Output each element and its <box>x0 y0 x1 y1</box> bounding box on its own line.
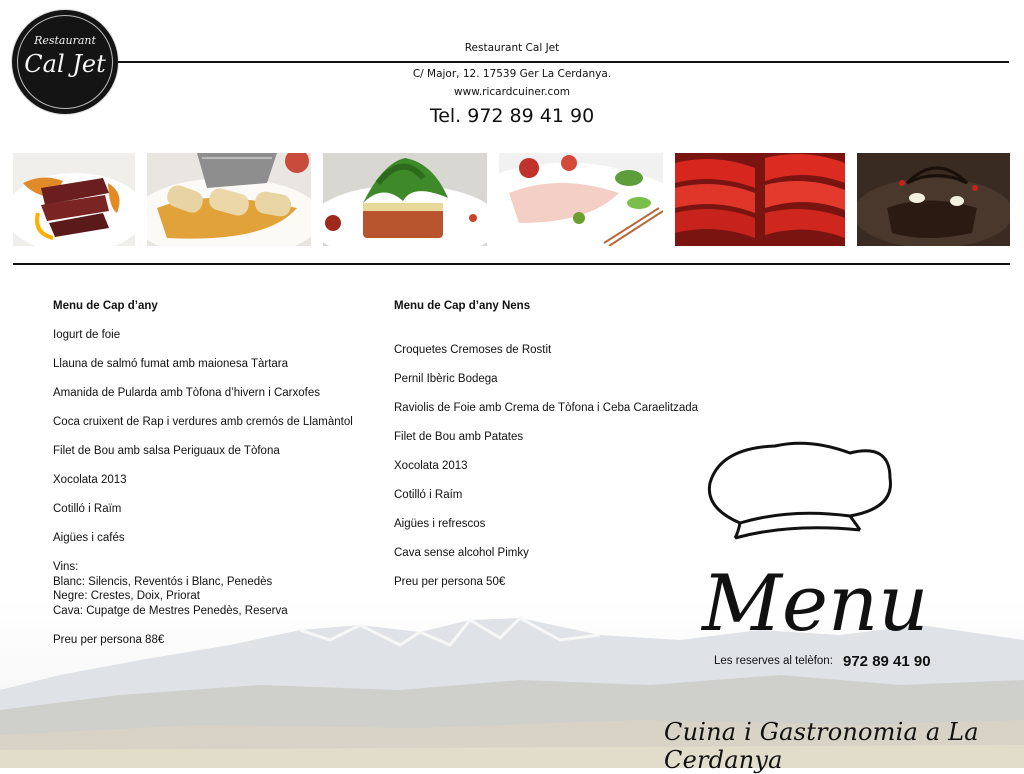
photo-divider <box>13 263 1010 265</box>
chocolate-dessert-photo <box>857 153 1010 246</box>
menu-item: Iogurt de foie <box>53 329 121 341</box>
menu-item: Pernil Ibèric Bodega <box>394 372 498 385</box>
menu-item: Raviolis de Foie amb Crema de Tòfona i Ceba Caraelitzada <box>394 401 699 414</box>
menu-item: Amanida de Pularda amb Tòfona d’hivern i Carxofes <box>53 387 320 399</box>
menu-adult-section <box>53 299 383 647</box>
menu-adult-price: Preu per persona 88€ <box>53 633 165 646</box>
tagline: Cuina i Gastronomia a La Cerdanya <box>664 718 979 774</box>
menu-script-word: Menu <box>702 559 929 638</box>
restaurant-address: C/ Major, 12. 17539 Ger La Cerdanya. <box>412 68 612 80</box>
menu-item: Aigües i cafés <box>53 532 125 544</box>
logo-line-name: Cal Jet <box>24 50 106 78</box>
menu-item: Cotilló i Raím <box>394 488 463 501</box>
restaurant-phone: Tel. 972 89 41 90 <box>429 105 595 127</box>
menu-item: Xocolata 2013 <box>53 474 127 486</box>
menu-kids-section <box>394 299 724 589</box>
cannelloni-truffle-photo <box>147 153 311 246</box>
fish-carpaccio-photo <box>499 153 663 246</box>
menu-item: Xocolata 2013 <box>394 459 468 472</box>
menu-adult-title: Menu de Cap d’any <box>53 300 158 312</box>
restaurant-logo <box>12 10 118 114</box>
menu-item: Cava sense alcohol Pimky <box>394 546 529 559</box>
red-prawns-photo <box>675 153 845 246</box>
reservations-label: Les reserves al telèfon: <box>714 655 833 667</box>
wines-label: Vins: <box>53 561 79 573</box>
menu-item: Coca cruixent de Rap i verdures amb cremós de Llamàntol <box>53 416 353 428</box>
menu-item: Llauna de salmó fumat amb maionesa Tàrtara <box>53 358 289 370</box>
reservations-phone: 972 89 41 90 <box>843 653 931 670</box>
chef-hat-icon <box>700 438 950 638</box>
header-divider <box>118 61 1009 63</box>
menu-item: Filet de Bou amb Patates <box>394 430 524 443</box>
menu-item: Filet de Bou amb salsa Periguaux de Tòfona <box>53 445 280 457</box>
menu-item: Cotilló i Raïm <box>53 503 122 515</box>
duck-dish-photo <box>13 153 135 246</box>
logo-line-restaurant: Restaurant <box>34 34 96 47</box>
menu-kids-price: Preu per persona 50€ <box>394 575 506 588</box>
salad-tartare-photo <box>323 153 487 246</box>
restaurant-name: Restaurant Cal Jet <box>464 42 560 54</box>
menu-item: Aigües i refrescos <box>394 517 486 530</box>
restaurant-website[interactable]: www.ricardcuiner.com <box>454 86 570 98</box>
wine-cava: Cava: Cupatge de Mestres Penedès, Reserva <box>53 604 288 617</box>
menu-kids-title: Menu de Cap d’any Nens <box>394 300 531 312</box>
wine-negre: Negre: Crestes, Doix, Priorat <box>53 590 200 602</box>
wine-blanc: Blanc: Silencis, Reventós i Blanc, Penedès <box>53 575 273 588</box>
menu-item: Croquetes Cremoses de Rostit <box>394 343 552 356</box>
